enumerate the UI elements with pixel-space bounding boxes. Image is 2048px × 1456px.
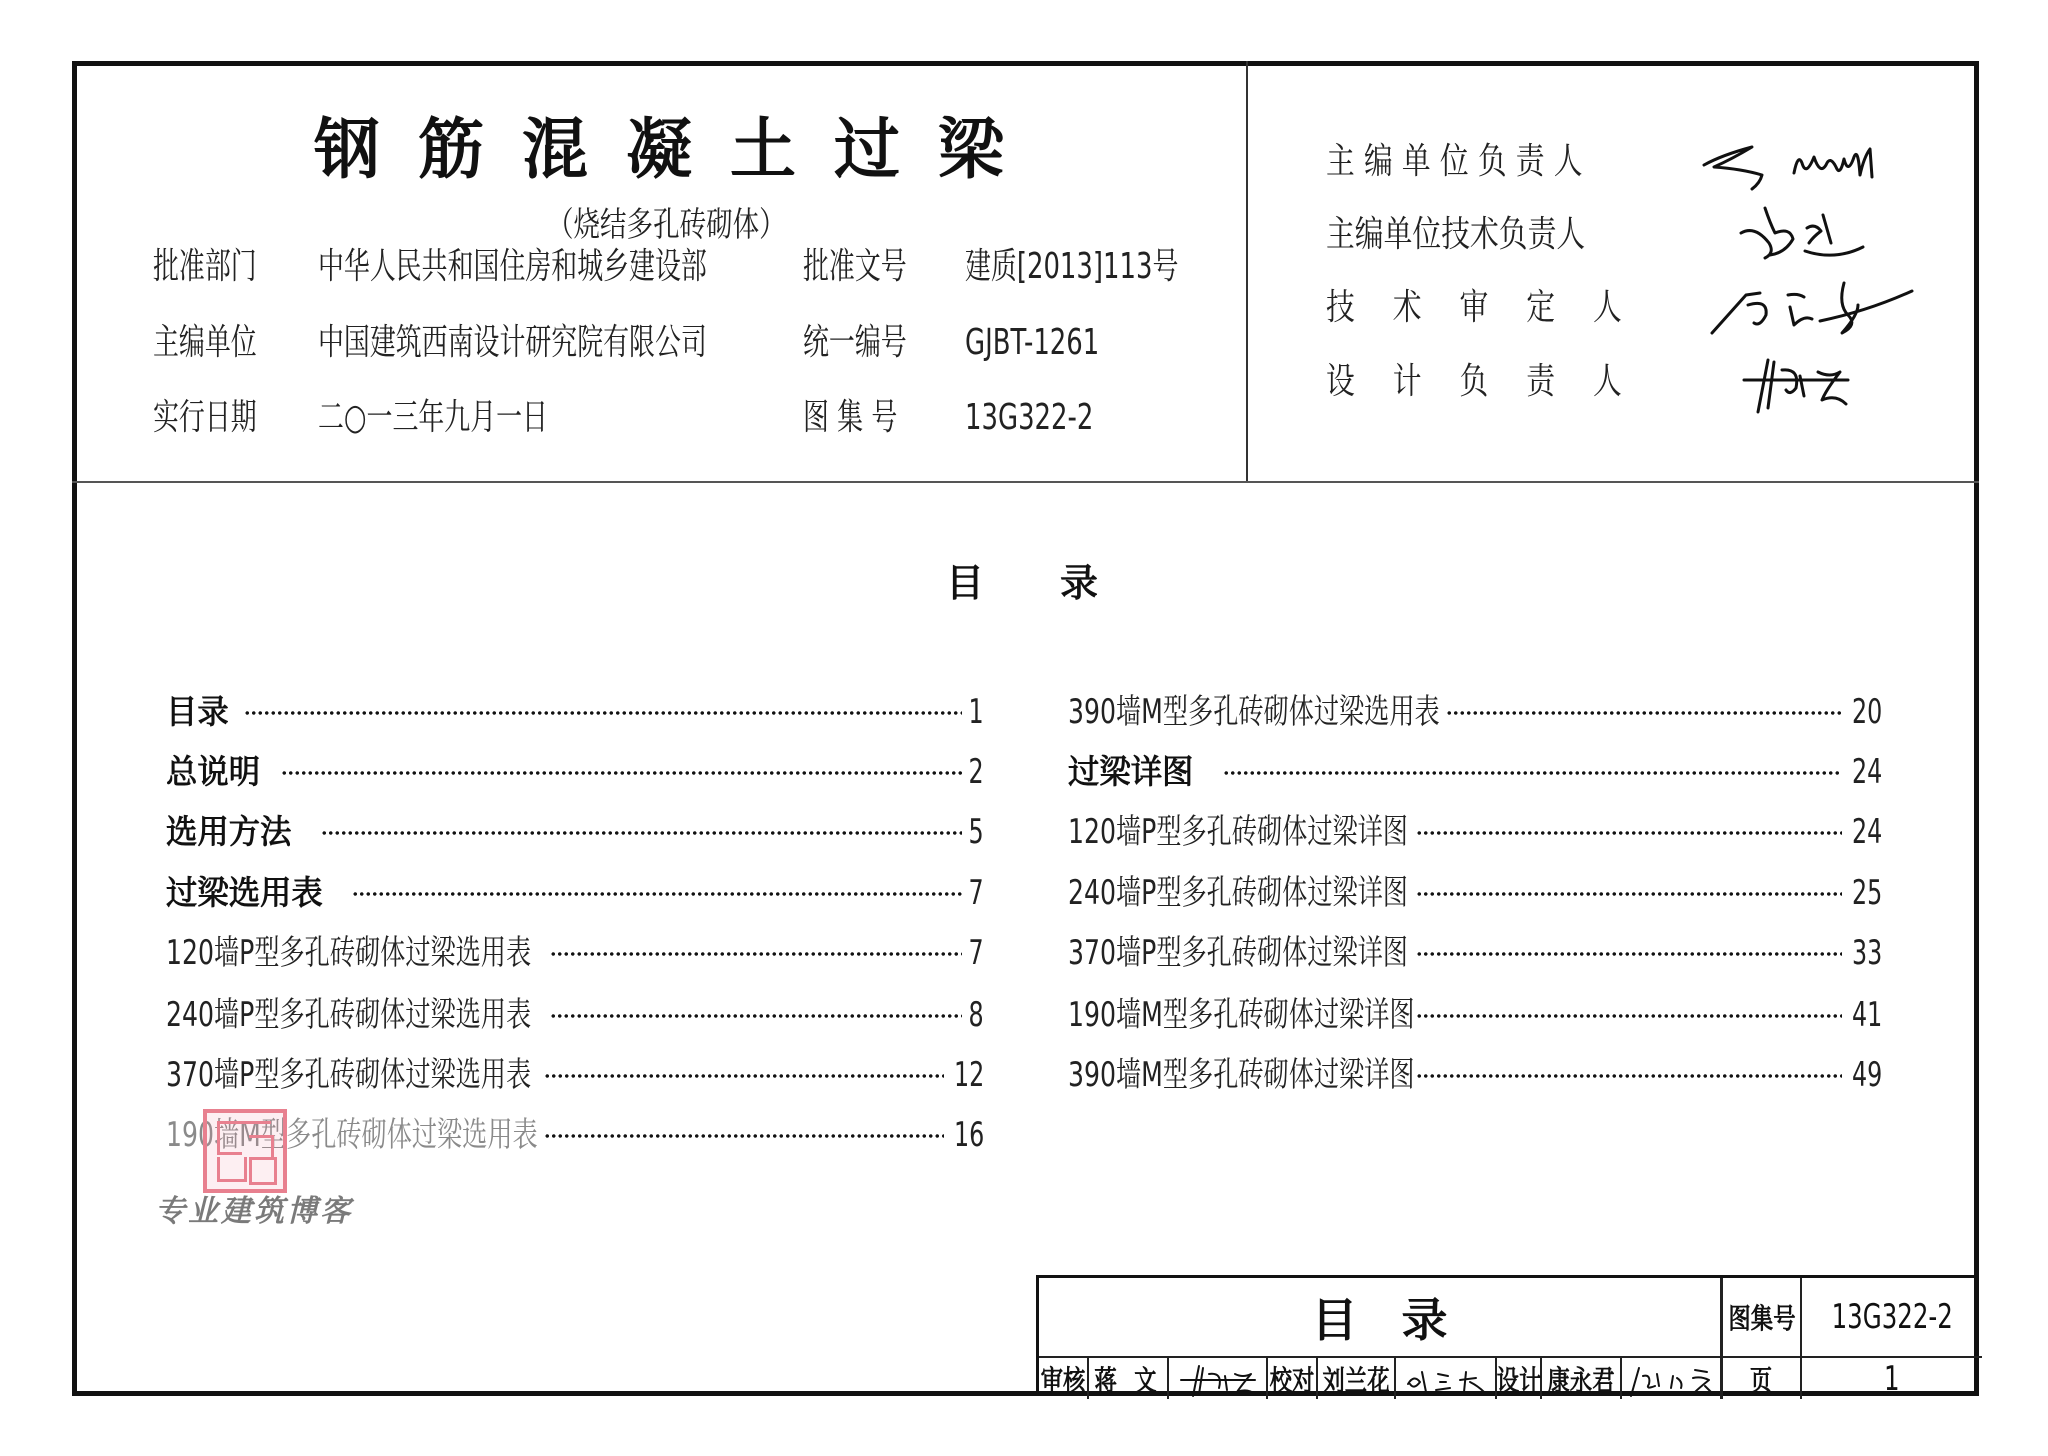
title-block-design-name: 康永君 — [1547, 1363, 1615, 1397]
toc-entry-label: 370墙P型多孔砖砌体过梁选用表 — [166, 1055, 532, 1095]
toc-entry-label: 190墙M型多孔砖砌体过梁详图 — [1068, 995, 1415, 1035]
toc-entry[interactable] — [1068, 871, 1882, 915]
title-block-page-value: 1 — [1884, 1358, 1900, 1399]
dot-leader — [550, 1013, 962, 1019]
toc-entry[interactable] — [1068, 931, 1882, 975]
meta-label-editor-unit: 主编单位 — [153, 322, 257, 363]
toc-entry[interactable] — [166, 750, 984, 794]
toc-entry-page: 33 — [1851, 933, 1882, 973]
toc-entry-page: 8 — [968, 995, 984, 1035]
title-block-col-divider — [1167, 1357, 1169, 1399]
toc-entry-label: 120墙P型多孔砖砌体过梁详图 — [1068, 812, 1408, 852]
toc-entry[interactable] — [166, 993, 984, 1037]
title-block-design-label: 设计 — [1496, 1363, 1541, 1397]
title-block-col-divider — [1620, 1357, 1622, 1399]
toc-entry[interactable] — [166, 1113, 984, 1157]
signature-icon — [1740, 350, 1860, 415]
dot-leader — [1416, 891, 1842, 897]
toc-entry-page: 24 — [1851, 752, 1882, 792]
responsible-label-design-lead: 设 计 负 责 人 — [1326, 361, 1622, 402]
title-block — [1036, 1275, 1979, 1399]
responsible-label-chief-unit: 主 编 单 位 负 责 人 — [1326, 141, 1583, 182]
toc-entry[interactable] — [166, 810, 984, 854]
dot-leader — [352, 891, 962, 897]
meta-value-editor-unit: 中国建筑西南设计研究院有限公司 — [318, 322, 707, 363]
dot-leader — [1416, 1013, 1842, 1019]
dot-leader — [321, 830, 962, 836]
toc-entry-page: 5 — [968, 812, 984, 852]
watermark-text: 专业建筑博客 — [155, 1194, 353, 1229]
meta-value-unified-no: GJBT-1261 — [965, 322, 1100, 363]
toc-entry[interactable] — [1068, 750, 1882, 794]
signature-icon — [1735, 203, 1875, 268]
toc-entry-page: 41 — [1851, 995, 1882, 1035]
dot-leader — [281, 770, 962, 776]
signature-icon — [1708, 275, 1918, 345]
watermark-stamp-icon — [203, 1109, 287, 1193]
toc-entry-page: 7 — [968, 873, 984, 913]
toc-entry-label: 370墙P型多孔砖砌体过梁详图 — [1068, 933, 1408, 973]
toc-entry[interactable] — [1068, 1053, 1882, 1097]
meta-value-effective-date: 二○一三年九月一日 — [318, 397, 548, 438]
toc-entry-label: 过梁详图 — [1068, 752, 1194, 791]
title-block-page-label: 页 — [1750, 1363, 1773, 1397]
toc-entry-label: 240墙P型多孔砖砌体过梁选用表 — [166, 995, 532, 1035]
meta-label-unified-no: 统一编号 — [803, 322, 907, 363]
toc-entry-page: 16 — [953, 1115, 984, 1155]
toc-entry[interactable] — [166, 690, 984, 734]
toc-entry-label: 过梁选用表 — [166, 873, 323, 912]
dot-leader — [1223, 770, 1842, 776]
toc-entry[interactable] — [1068, 810, 1882, 854]
toc-entry-label: 总说明 — [166, 752, 261, 791]
toc-entry-page: 49 — [1851, 1055, 1882, 1095]
toc-entry-label: 120墙P型多孔砖砌体过梁选用表 — [166, 933, 532, 973]
dot-leader — [1416, 1073, 1842, 1079]
toc-entry-label: 390墙M型多孔砖砌体过梁详图 — [1068, 1055, 1415, 1095]
title-block-check-name: 刘兰花 — [1322, 1363, 1390, 1397]
toc-entry-page: 20 — [1851, 692, 1882, 732]
header-horizontal-divider — [72, 481, 1979, 483]
title-block-review-label: 审核 — [1040, 1363, 1086, 1397]
title-block-atlas-label: 图集号 — [1727, 1302, 1796, 1335]
toc-entry[interactable] — [166, 871, 984, 915]
responsible-label-tech-review: 技 术 审 定 人 — [1326, 287, 1622, 328]
toc-entry-page: 12 — [953, 1055, 984, 1095]
title-block-check-label: 校对 — [1269, 1363, 1315, 1397]
toc-heading: 目 录 — [946, 561, 1099, 605]
toc-entry-page: 24 — [1851, 812, 1882, 852]
dot-leader — [244, 710, 962, 716]
dot-leader — [1416, 951, 1842, 957]
toc-entry[interactable] — [166, 931, 984, 975]
title-block-col-divider — [1394, 1357, 1396, 1399]
signature-icon — [1629, 1362, 1717, 1398]
toc-entry-page: 25 — [1851, 873, 1882, 913]
meta-value-approval-no: 建质[2013]113号 — [965, 246, 1179, 287]
toc-entry-page: 7 — [968, 933, 984, 973]
toc-entry-label: 目录 — [166, 692, 229, 731]
toc-entry-page: 1 — [968, 692, 984, 732]
dot-leader — [544, 1073, 944, 1079]
dot-leader — [1446, 710, 1842, 716]
responsible-label-chief-tech: 主编单位技术负责人 — [1326, 214, 1586, 255]
toc-entry[interactable] — [166, 1053, 984, 1097]
toc-entry[interactable] — [1068, 690, 1882, 734]
meta-label-atlas-no: 图 集 号 — [803, 397, 898, 438]
toc-entry-label: 240墙P型多孔砖砌体过梁详图 — [1068, 873, 1408, 913]
title-block-atlas-value: 13G322-2 — [1831, 1297, 1953, 1337]
dot-leader — [550, 951, 962, 957]
document-subtitle: （烧结多孔砖砌体） — [547, 205, 786, 245]
signature-icon — [1404, 1364, 1490, 1396]
toc-entry[interactable] — [1068, 993, 1882, 1037]
toc-entry-label: 选用方法 — [166, 812, 292, 851]
signature-icon — [1179, 1362, 1259, 1398]
toc-entry-page: 2 — [968, 752, 984, 792]
meta-label-approval-no: 批准文号 — [803, 246, 907, 287]
signature-icon — [1702, 135, 1892, 195]
toc-entry-label: 390墙M型多孔砖砌体过梁选用表 — [1068, 692, 1440, 732]
meta-value-atlas-no: 13G322-2 — [965, 397, 1094, 438]
dot-leader — [544, 1133, 944, 1139]
dot-leader — [1416, 830, 1842, 836]
title-block-review-name: 蒋 文 — [1094, 1363, 1162, 1397]
meta-label-approval-dept: 批准部门 — [153, 246, 257, 287]
meta-value-approval-dept: 中华人民共和国住房和城乡建设部 — [318, 246, 707, 287]
meta-label-effective-date: 实行日期 — [153, 397, 257, 438]
document-title: 钢筋混凝土过梁 — [314, 111, 1042, 188]
title-block-drawing-title: 目录 — [1311, 1293, 1492, 1347]
toc-entry-label: 190墙M型多孔砖砌体过梁选用表 — [166, 1115, 538, 1155]
